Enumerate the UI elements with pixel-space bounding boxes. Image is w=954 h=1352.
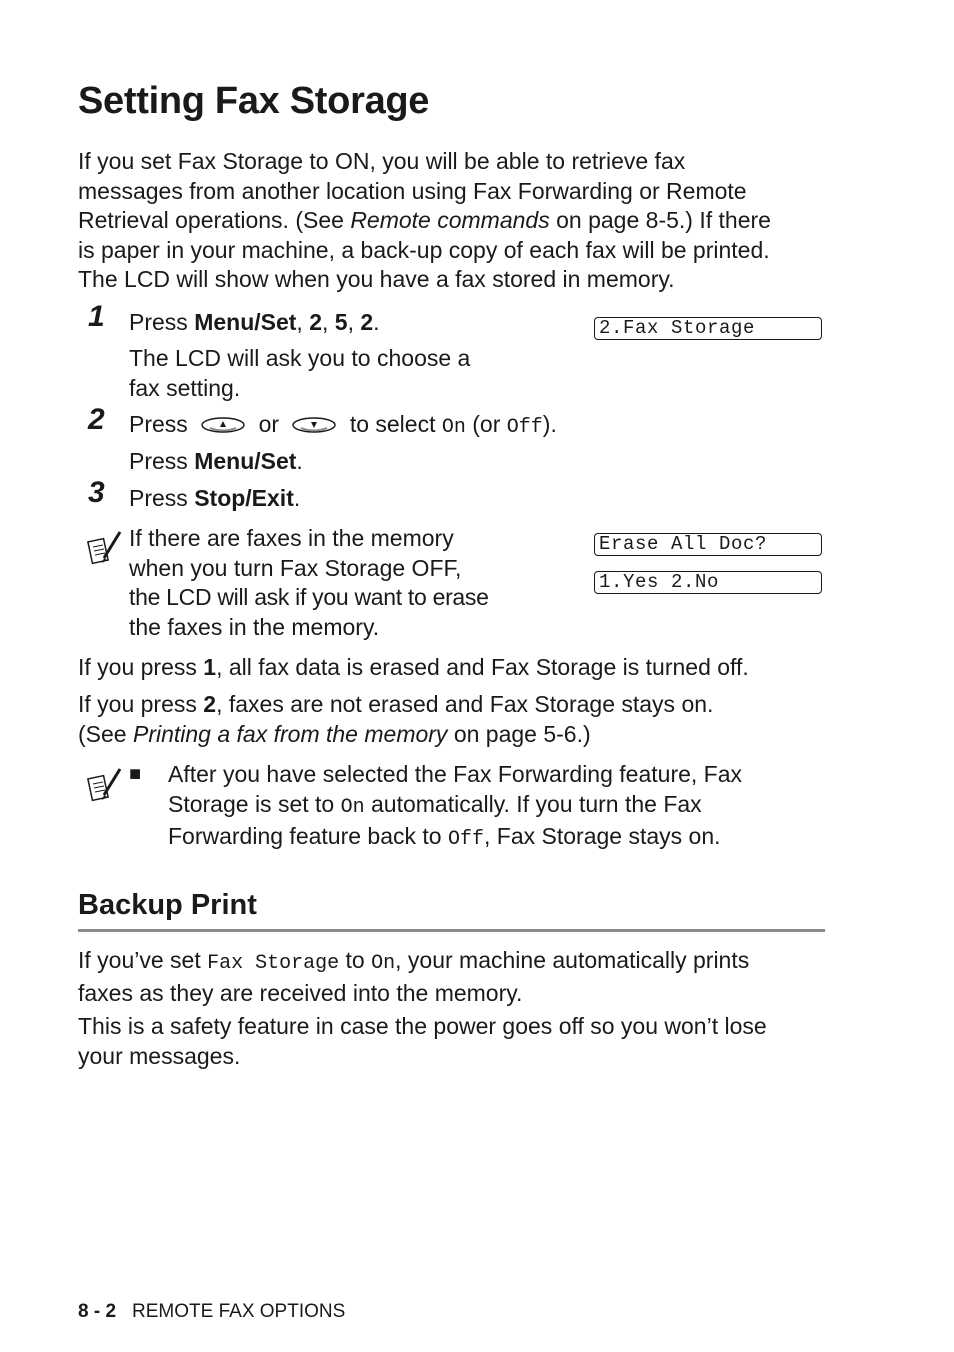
off-value: Off	[506, 416, 543, 439]
backup-text-c: , your machine automatically prints	[395, 947, 750, 973]
stop-exit-key: Stop/Exit	[194, 485, 294, 511]
key-2: 2	[203, 691, 217, 717]
remote-commands-ref: Remote commands	[350, 207, 550, 233]
note-1-line-2: when you turn Fax Storage OFF,	[129, 554, 462, 581]
note-2-line-3	[168, 822, 742, 855]
page-title: Setting Fax Storage	[78, 80, 430, 122]
sep: .	[373, 309, 380, 335]
note-2-bullet: ■	[129, 763, 142, 785]
intro-line-3-text-b: on page 8-5.) If there	[549, 207, 771, 233]
note-2-text	[168, 760, 742, 855]
backup-p2-line-1: This is a safety feature in case the power goes off so you won’t lose	[78, 1013, 767, 1039]
lcd-screen-yes-no: 1.Yes 2.No	[594, 571, 822, 594]
printing-fax-ref: Printing a fax from the memory	[132, 720, 448, 747]
off-value: Off	[447, 828, 484, 851]
sep: ).	[542, 411, 557, 437]
page-number: 8 - 2	[78, 1301, 117, 1322]
sep: .	[296, 448, 303, 474]
backup-p1-line-2: faxes as they are received into the memory.	[78, 979, 523, 1006]
sep: (or	[465, 411, 507, 437]
on-value: On	[340, 795, 365, 819]
press-1-paragraph	[78, 653, 749, 683]
step-2-press-2: Press	[129, 448, 195, 474]
note-2-line-1: After you have selected the Fax Forwarding feature, Fax	[168, 761, 743, 787]
sep: ,	[347, 309, 361, 335]
on-value: On	[441, 416, 466, 439]
step-2-or: or	[258, 411, 280, 437]
backup-p2-line-2: your messages.	[78, 1042, 241, 1069]
on-value: On	[371, 952, 396, 975]
down-arrow-button-icon	[291, 412, 337, 442]
sep: ,	[296, 309, 310, 335]
press-2-line-1	[78, 690, 713, 720]
step-3-press: Press	[129, 485, 195, 511]
step-2-number: 2	[88, 403, 105, 436]
step-1-number: 1	[88, 300, 105, 333]
step-1-instruction	[129, 308, 380, 338]
up-arrow-button-icon	[200, 412, 246, 442]
lcd-screen-erase-all-doc: Erase All Doc?	[594, 533, 822, 556]
step-1-description	[129, 344, 470, 403]
step-3-instruction	[129, 484, 300, 514]
backup-paragraph-2	[78, 1012, 767, 1071]
footer-section-title: REMOTE FAX OPTIONS	[132, 1301, 346, 1322]
note-2-line-2	[168, 790, 742, 823]
intro-line-2: messages from another location using Fax Forwarding or Remote	[78, 177, 747, 204]
intro-line-4: is paper in your machine, a back-up copy of each fax will be printed.	[78, 236, 770, 263]
key-1: 1	[203, 654, 217, 680]
press-2-text-a: If you press	[78, 691, 204, 717]
press-2-page: on page 5-6.)	[447, 720, 591, 747]
step-2-press: Press	[129, 411, 188, 437]
step-2-press-menu-set	[129, 447, 303, 477]
step-1-press: Press	[129, 309, 195, 335]
step-3-number: 3	[88, 476, 105, 509]
press-2-see: (See	[78, 720, 133, 747]
backup-p1-line-1	[78, 946, 749, 979]
note-1-line-1: If there are faxes in the memory	[129, 525, 454, 551]
sep: ,	[322, 309, 335, 335]
backup-paragraph-1	[78, 946, 749, 1008]
note-2-text-b: automatically. If you turn the Fax	[364, 790, 702, 817]
press-2-paragraph	[78, 690, 713, 749]
note-pencil-icon	[86, 767, 126, 812]
section-divider	[78, 929, 825, 932]
note-1-line-3: the LCD will ask if you want to erase	[129, 584, 489, 610]
step-1-desc-line-2: fax setting.	[129, 374, 241, 401]
note-2-text-c: Forwarding feature back to	[168, 823, 448, 849]
press-1-text-b: , all fax data is erased and Fax Storage is turned off.	[216, 654, 749, 680]
note-2-text-d: , Fax Storage stays on.	[484, 823, 721, 849]
page-footer	[78, 1301, 345, 1323]
section-heading-backup-print: Backup Print	[78, 889, 257, 921]
key-2: 2	[309, 309, 322, 335]
note-1-line-4: the faxes in the memory.	[129, 613, 380, 640]
press-1-text-a: If you press	[78, 654, 204, 680]
intro-line-1: If you set Fax Storage to ON, you will be able to retrieve fax	[78, 148, 686, 174]
note-1-text	[129, 524, 569, 642]
step-2-instruction	[129, 410, 557, 443]
menu-set-key: Menu/Set	[194, 309, 297, 335]
key-2b: 2	[360, 309, 374, 335]
menu-set-key: Menu/Set	[194, 448, 297, 474]
note-2-text-a: Storage is set to	[168, 790, 341, 817]
intro-line-3-text: Retrieval operations. (See	[78, 207, 351, 233]
fax-storage-value: Fax Storage	[207, 952, 340, 975]
step-1-desc-line-1: The LCD will ask you to choose a	[129, 345, 471, 371]
press-2-text-b: , faxes are not erased and Fax Storage stays on.	[216, 691, 714, 717]
intro-line-3	[78, 206, 838, 236]
backup-text-b: to	[339, 947, 372, 973]
note-pencil-icon	[86, 530, 126, 575]
intro-paragraph	[78, 147, 838, 295]
step-2-to-select: to select	[349, 411, 442, 437]
intro-line-5: The LCD will show when you have a fax stored in memory.	[78, 266, 675, 292]
backup-text-a: If you’ve set	[78, 947, 208, 973]
lcd-screen-fax-storage: 2.Fax Storage	[594, 317, 822, 340]
press-2-line-2	[78, 720, 713, 750]
sep: .	[293, 485, 301, 511]
key-5: 5	[334, 309, 348, 335]
